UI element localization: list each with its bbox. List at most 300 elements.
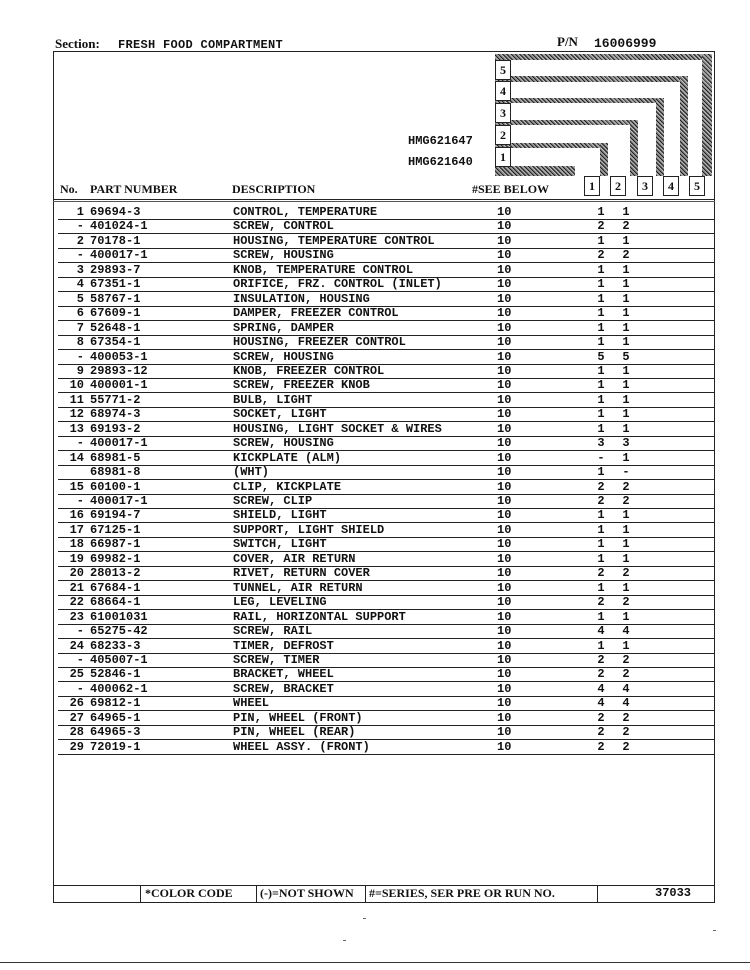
table-row [58,219,715,234]
row-number: 20 [69,566,84,581]
stair-bar-1 [495,143,608,148]
description: CLIP, KICKPLATE [233,479,342,494]
qty-model-2: 1 [622,551,630,566]
description: SCREW, FREEZER KNOB [233,378,370,393]
part-number: 68233-3 [90,638,141,653]
see-below-code: 10 [497,291,512,306]
description: SWITCH, LIGHT [233,537,327,552]
see-below-code: 10 [497,363,512,378]
row-number: 6 [76,306,84,321]
qty-col-header-3: 3 [637,176,653,196]
see-below-code: 10 [497,566,512,581]
table-row [58,581,715,596]
qty-model-1: 1 [597,233,605,248]
description: SHIELD, LIGHT [233,508,327,523]
row-number: - [76,624,84,638]
qty-model-1: 1 [597,465,605,480]
row-number: 15 [69,479,84,494]
see-below-code: 10 [497,465,512,480]
qty-model-2: 1 [622,537,630,552]
table-row [58,378,715,393]
table-row [58,451,715,466]
row-number: 9 [76,363,84,378]
qty-model-2: 3 [622,436,630,451]
table-row [58,610,715,625]
row-number: 29 [69,739,84,754]
table-row [58,595,715,610]
see-below-code: 10 [497,522,512,537]
see-below-code: 10 [497,450,512,465]
part-number: 64965-3 [90,725,141,740]
part-number: 67684-1 [90,580,141,595]
row-number: 1 [76,205,84,219]
footer-separator [597,886,598,903]
stair-col-1 [600,143,608,176]
description: BULB, LIGHT [233,392,313,407]
table-row [58,711,715,726]
qty-model-2: 5 [622,349,630,364]
description: KNOB, TEMPERATURE CONTROL [233,262,414,277]
qty-model-1: 4 [597,624,605,638]
table-row [58,234,715,249]
qty-model-2: 1 [622,508,630,523]
part-number: 69812-1 [90,696,141,711]
table-row [58,480,715,495]
qty-model-1: 4 [597,696,605,711]
row-number: 19 [69,551,84,566]
table-row [58,696,715,711]
row-number: - [76,349,84,364]
qty-model-1: 2 [597,219,605,234]
qty-model-2: 1 [622,609,630,624]
part-number: 52846-1 [90,667,141,682]
qty-model-2: 1 [622,638,630,653]
part-number: 68974-3 [90,407,141,422]
table-row [58,639,715,654]
qty-col-header-4: 4 [663,176,679,196]
part-number: 29893-12 [90,363,148,378]
table-row [58,248,715,263]
qty-model-2: 1 [622,522,630,537]
row-number: 13 [69,421,84,436]
see-below-code: 10 [497,667,512,682]
description: SOCKET, LIGHT [233,407,327,422]
qty-model-2: 1 [622,421,630,436]
part-number: 68664-1 [90,595,141,610]
part-number: 69194-7 [90,508,141,523]
qty-model-2: - [622,465,630,480]
row-number: 16 [69,508,84,523]
part-number: 68981-5 [90,450,141,465]
description: SCREW, HOUSING [233,436,334,451]
part-number: 401024-1 [90,219,148,234]
qty-model-2: 4 [622,624,630,638]
row-number: - [76,219,84,234]
qty-model-2: 1 [622,392,630,407]
table-row [58,667,715,682]
table-row [58,682,715,697]
part-number: 64965-1 [90,710,141,725]
see-below-code: 10 [497,306,512,321]
description: SCREW, TIMER [233,653,320,667]
row-number: 12 [69,407,84,422]
footer-separator [140,886,141,903]
description: TUNNEL, AIR RETURN [233,580,363,595]
description: HOUSING, LIGHT SOCKET & WIRES [233,421,442,436]
row-number: - [76,653,84,667]
qty-model-2: 2 [622,725,630,740]
table-row [58,653,715,668]
qty-model-1: 1 [597,421,605,436]
description: HOUSING, TEMPERATURE CONTROL [233,233,435,248]
part-number: 58767-1 [90,291,141,306]
description: SUPPORT, LIGHT SHIELD [233,522,385,537]
stair-bar-3 [495,98,661,103]
description: SCREW, CONTROL [233,219,334,234]
table-row [58,263,715,278]
part-number: 69193-2 [90,421,141,436]
see-below-code: 10 [497,725,512,740]
see-below-code: 10 [497,392,512,407]
table-row [58,624,715,639]
qty-model-2: 2 [622,710,630,725]
table-row [58,465,715,480]
row-number: 7 [76,320,84,335]
see-below-code: 10 [497,508,512,523]
table-row [58,740,715,755]
part-number: 29893-7 [90,262,141,277]
see-below-code: 10 [497,262,512,277]
qty-model-1: 1 [597,537,605,552]
col-header-part-number: PART NUMBER [90,182,178,196]
qty-model-1: 2 [597,595,605,610]
qty-model-1: 2 [597,653,605,667]
qty-model-2: 2 [622,479,630,494]
row-number: 27 [69,710,84,725]
qty-model-2: 1 [622,378,630,393]
see-below-code: 10 [497,595,512,610]
table-row [58,494,715,509]
row-number: 11 [69,392,84,407]
see-below-code: 10 [497,335,512,349]
table-row [58,422,715,437]
table-row [58,350,715,365]
stair-bar-5 [495,54,712,60]
description: INSULATION, HOUSING [233,291,370,306]
part-number: 28013-2 [90,566,141,581]
part-number: 400062-1 [90,681,148,696]
qty-model-1: 1 [597,407,605,422]
stair-col-4 [680,76,688,176]
col-header-description: DESCRIPTION [232,182,316,196]
qty-model-2: 2 [622,566,630,581]
see-below-code: 10 [497,421,512,436]
see-below-code: 10 [497,537,512,552]
qty-model-2: 2 [622,667,630,682]
qty-model-2: 2 [622,653,630,667]
row-number: 23 [69,609,84,624]
qty-model-1: 1 [597,291,605,306]
qty-model-2: 2 [622,739,630,754]
row-number: 4 [76,277,84,292]
qty-model-1: 5 [597,349,605,364]
qty-col-header-2: 2 [610,176,626,196]
qty-col-header-5: 5 [689,176,705,196]
qty-model-2: 2 [622,248,630,263]
qty-model-1: 1 [597,522,605,537]
row-number: 8 [76,335,84,349]
row-number: 3 [76,262,84,277]
see-below-code: 10 [497,638,512,653]
qty-model-1: 1 [597,363,605,378]
description: SPRING, DAMPER [233,320,334,335]
table-row [58,537,715,552]
col-header-see-below: #SEE BELOW [472,182,550,196]
description: SCREW, HOUSING [233,248,334,263]
qty-model-2: 4 [622,681,630,696]
qty-model-1: 2 [597,667,605,682]
row-number: 25 [69,667,84,682]
see-below-code: 10 [497,233,512,248]
header-divider-secondary [53,201,715,202]
part-number-value: 16006999 [594,36,657,51]
see-below-code: 10 [497,205,512,219]
description: PIN, WHEEL (REAR) [233,725,356,740]
part-number: 61001031 [90,609,148,624]
see-below-code: 10 [497,479,512,494]
description: COVER, AIR RETURN [233,551,356,566]
qty-model-1: 1 [597,638,605,653]
description: DAMPER, FREEZER CONTROL [233,306,399,321]
see-below-code: 10 [497,653,512,667]
qty-model-2: 1 [622,277,630,292]
qty-model-1: 2 [597,248,605,263]
description: WHEEL ASSY. (FRONT) [233,739,370,754]
see-below-code: 10 [497,494,512,508]
stair-base [495,166,575,176]
description: RIVET, RETURN COVER [233,566,370,581]
model-number-2: HMG621647 [408,134,473,148]
description: HOUSING, FREEZER CONTROL [233,335,406,349]
description: KNOB, FREEZER CONTROL [233,363,385,378]
qty-model-1: 1 [597,508,605,523]
qty-model-1: 2 [597,479,605,494]
qty-col-header-1: 1 [584,176,600,196]
part-number: 69982-1 [90,551,141,566]
description: CONTROL, TEMPERATURE [233,205,378,219]
table-row [58,364,715,379]
stair-bar-4 [495,76,685,82]
stair-col-3 [656,98,664,176]
row-number: - [76,681,84,696]
model-box-4: 4 [495,81,511,101]
qty-model-1: 2 [597,494,605,508]
part-number-label: P/N [557,34,578,49]
model-box-1: 1 [495,147,511,167]
see-below-code: 10 [497,681,512,696]
part-number: 60100-1 [90,479,141,494]
see-below-code: 10 [497,378,512,393]
description: KICKPLATE (ALM) [233,450,342,465]
row-number: 26 [69,696,84,711]
row-number: 28 [69,725,84,740]
row-number: - [76,494,84,508]
qty-model-2: 1 [622,291,630,306]
qty-model-2: 1 [622,262,630,277]
description: PIN, WHEEL (FRONT) [233,710,363,725]
part-number: 72019-1 [90,739,141,754]
stair-col-2 [630,120,638,176]
qty-model-2: 2 [622,494,630,508]
qty-model-2: 4 [622,696,630,711]
row-number: 2 [76,233,84,248]
qty-model-2: 1 [622,205,630,219]
model-number-1: HMG621640 [408,155,473,169]
qty-model-1: 1 [597,580,605,595]
qty-model-1: 2 [597,710,605,725]
table-row [58,552,715,567]
section-value: FRESH FOOD COMPARTMENT [118,38,284,52]
page-bottom-rule [0,962,750,963]
qty-model-1: 2 [597,725,605,740]
qty-model-2: 2 [622,219,630,234]
table-row [58,523,715,538]
table-row [58,508,715,523]
description: BRACKET, WHEEL [233,667,334,682]
footer-separator [365,886,366,903]
scan-speck [343,940,346,941]
table-row [58,436,715,451]
header-divider [53,199,715,200]
see-below-code: 10 [497,710,512,725]
qty-model-1: 1 [597,306,605,321]
part-number: 400017-1 [90,494,148,508]
qty-model-1: 1 [597,335,605,349]
see-below-code: 10 [497,219,512,234]
qty-model-1: 4 [597,681,605,696]
qty-model-2: 1 [622,407,630,422]
qty-model-1: 1 [597,551,605,566]
row-number: 18 [69,537,84,552]
see-below-code: 10 [497,580,512,595]
part-number: 67351-1 [90,277,141,292]
qty-model-1: 1 [597,262,605,277]
qty-model-2: 1 [622,580,630,595]
scan-speck [363,918,366,919]
qty-model-2: 1 [622,335,630,349]
row-number: 14 [69,450,84,465]
see-below-code: 10 [497,739,512,754]
part-number: 400053-1 [90,349,148,364]
description: (WHT) [233,465,270,480]
part-number: 66987-1 [90,537,141,552]
see-below-code: 10 [497,320,512,335]
part-number: 70178-1 [90,233,141,248]
table-row [58,566,715,581]
table-row [58,277,715,292]
row-number: - [76,248,84,263]
qty-model-1: 2 [597,739,605,754]
qty-model-2: 1 [622,233,630,248]
see-below-code: 10 [497,349,512,364]
description: SCREW, CLIP [233,494,313,508]
model-box-2: 2 [495,125,511,145]
row-number: 21 [69,580,84,595]
footer-page-code: 37033 [655,886,692,900]
scan-speck [713,930,716,931]
qty-model-1: 1 [597,392,605,407]
qty-model-2: 1 [622,450,630,465]
part-number: 65275-42 [90,624,148,638]
stair-bar-2 [495,120,635,125]
see-below-code: 10 [497,624,512,638]
qty-model-1: 1 [597,205,605,219]
footer-separator [256,886,257,903]
description: RAIL, HORIZONTAL SUPPORT [233,609,406,624]
footer-series: #=SERIES, SER PRE OR RUN NO. [369,886,555,900]
qty-model-1: 3 [597,436,605,451]
see-below-code: 10 [497,436,512,451]
qty-model-2: 1 [622,363,630,378]
qty-model-1: 1 [597,320,605,335]
description: ORIFICE, FRZ. CONTROL (INLET) [233,277,442,292]
qty-model-2: 1 [622,306,630,321]
part-number: 68981-8 [90,465,141,480]
table-row [58,393,715,408]
description: WHEEL [233,696,270,711]
see-below-code: 10 [497,407,512,422]
see-below-code: 10 [497,696,512,711]
section-label: Section: [55,36,100,51]
part-number: 67609-1 [90,306,141,321]
part-number: 67125-1 [90,522,141,537]
part-number: 52648-1 [90,320,141,335]
model-box-3: 3 [495,103,511,123]
qty-model-1: 1 [597,609,605,624]
qty-model-1: 2 [597,566,605,581]
description: SCREW, BRACKET [233,681,334,696]
stair-col-5 [702,54,712,176]
see-below-code: 10 [497,609,512,624]
footer-not-shown: (-)=NOT SHOWN [260,886,354,900]
qty-model-1: 1 [597,277,605,292]
part-number: 69694-3 [90,205,141,219]
description: LEG, LEVELING [233,595,327,610]
row-number: 5 [76,291,84,306]
table-row [58,205,715,220]
footer-color-code: *COLOR CODE [145,886,233,900]
row-number: 22 [69,595,84,610]
table-row [58,321,715,336]
description: SCREW, RAIL [233,624,313,638]
description: TIMER, DEFROST [233,638,334,653]
part-number: 67354-1 [90,335,141,349]
part-number: 400001-1 [90,378,148,393]
col-header-no: No. [60,182,78,196]
qty-model-1: 1 [597,378,605,393]
table-row [58,335,715,350]
part-number: 400017-1 [90,436,148,451]
description: SCREW, HOUSING [233,349,334,364]
row-number: - [76,436,84,451]
table-row [58,306,715,321]
see-below-code: 10 [497,551,512,566]
qty-model-2: 2 [622,595,630,610]
part-number: 405007-1 [90,653,148,667]
row-number: 17 [69,522,84,537]
model-box-5: 5 [495,60,511,80]
row-number: 24 [69,638,84,653]
